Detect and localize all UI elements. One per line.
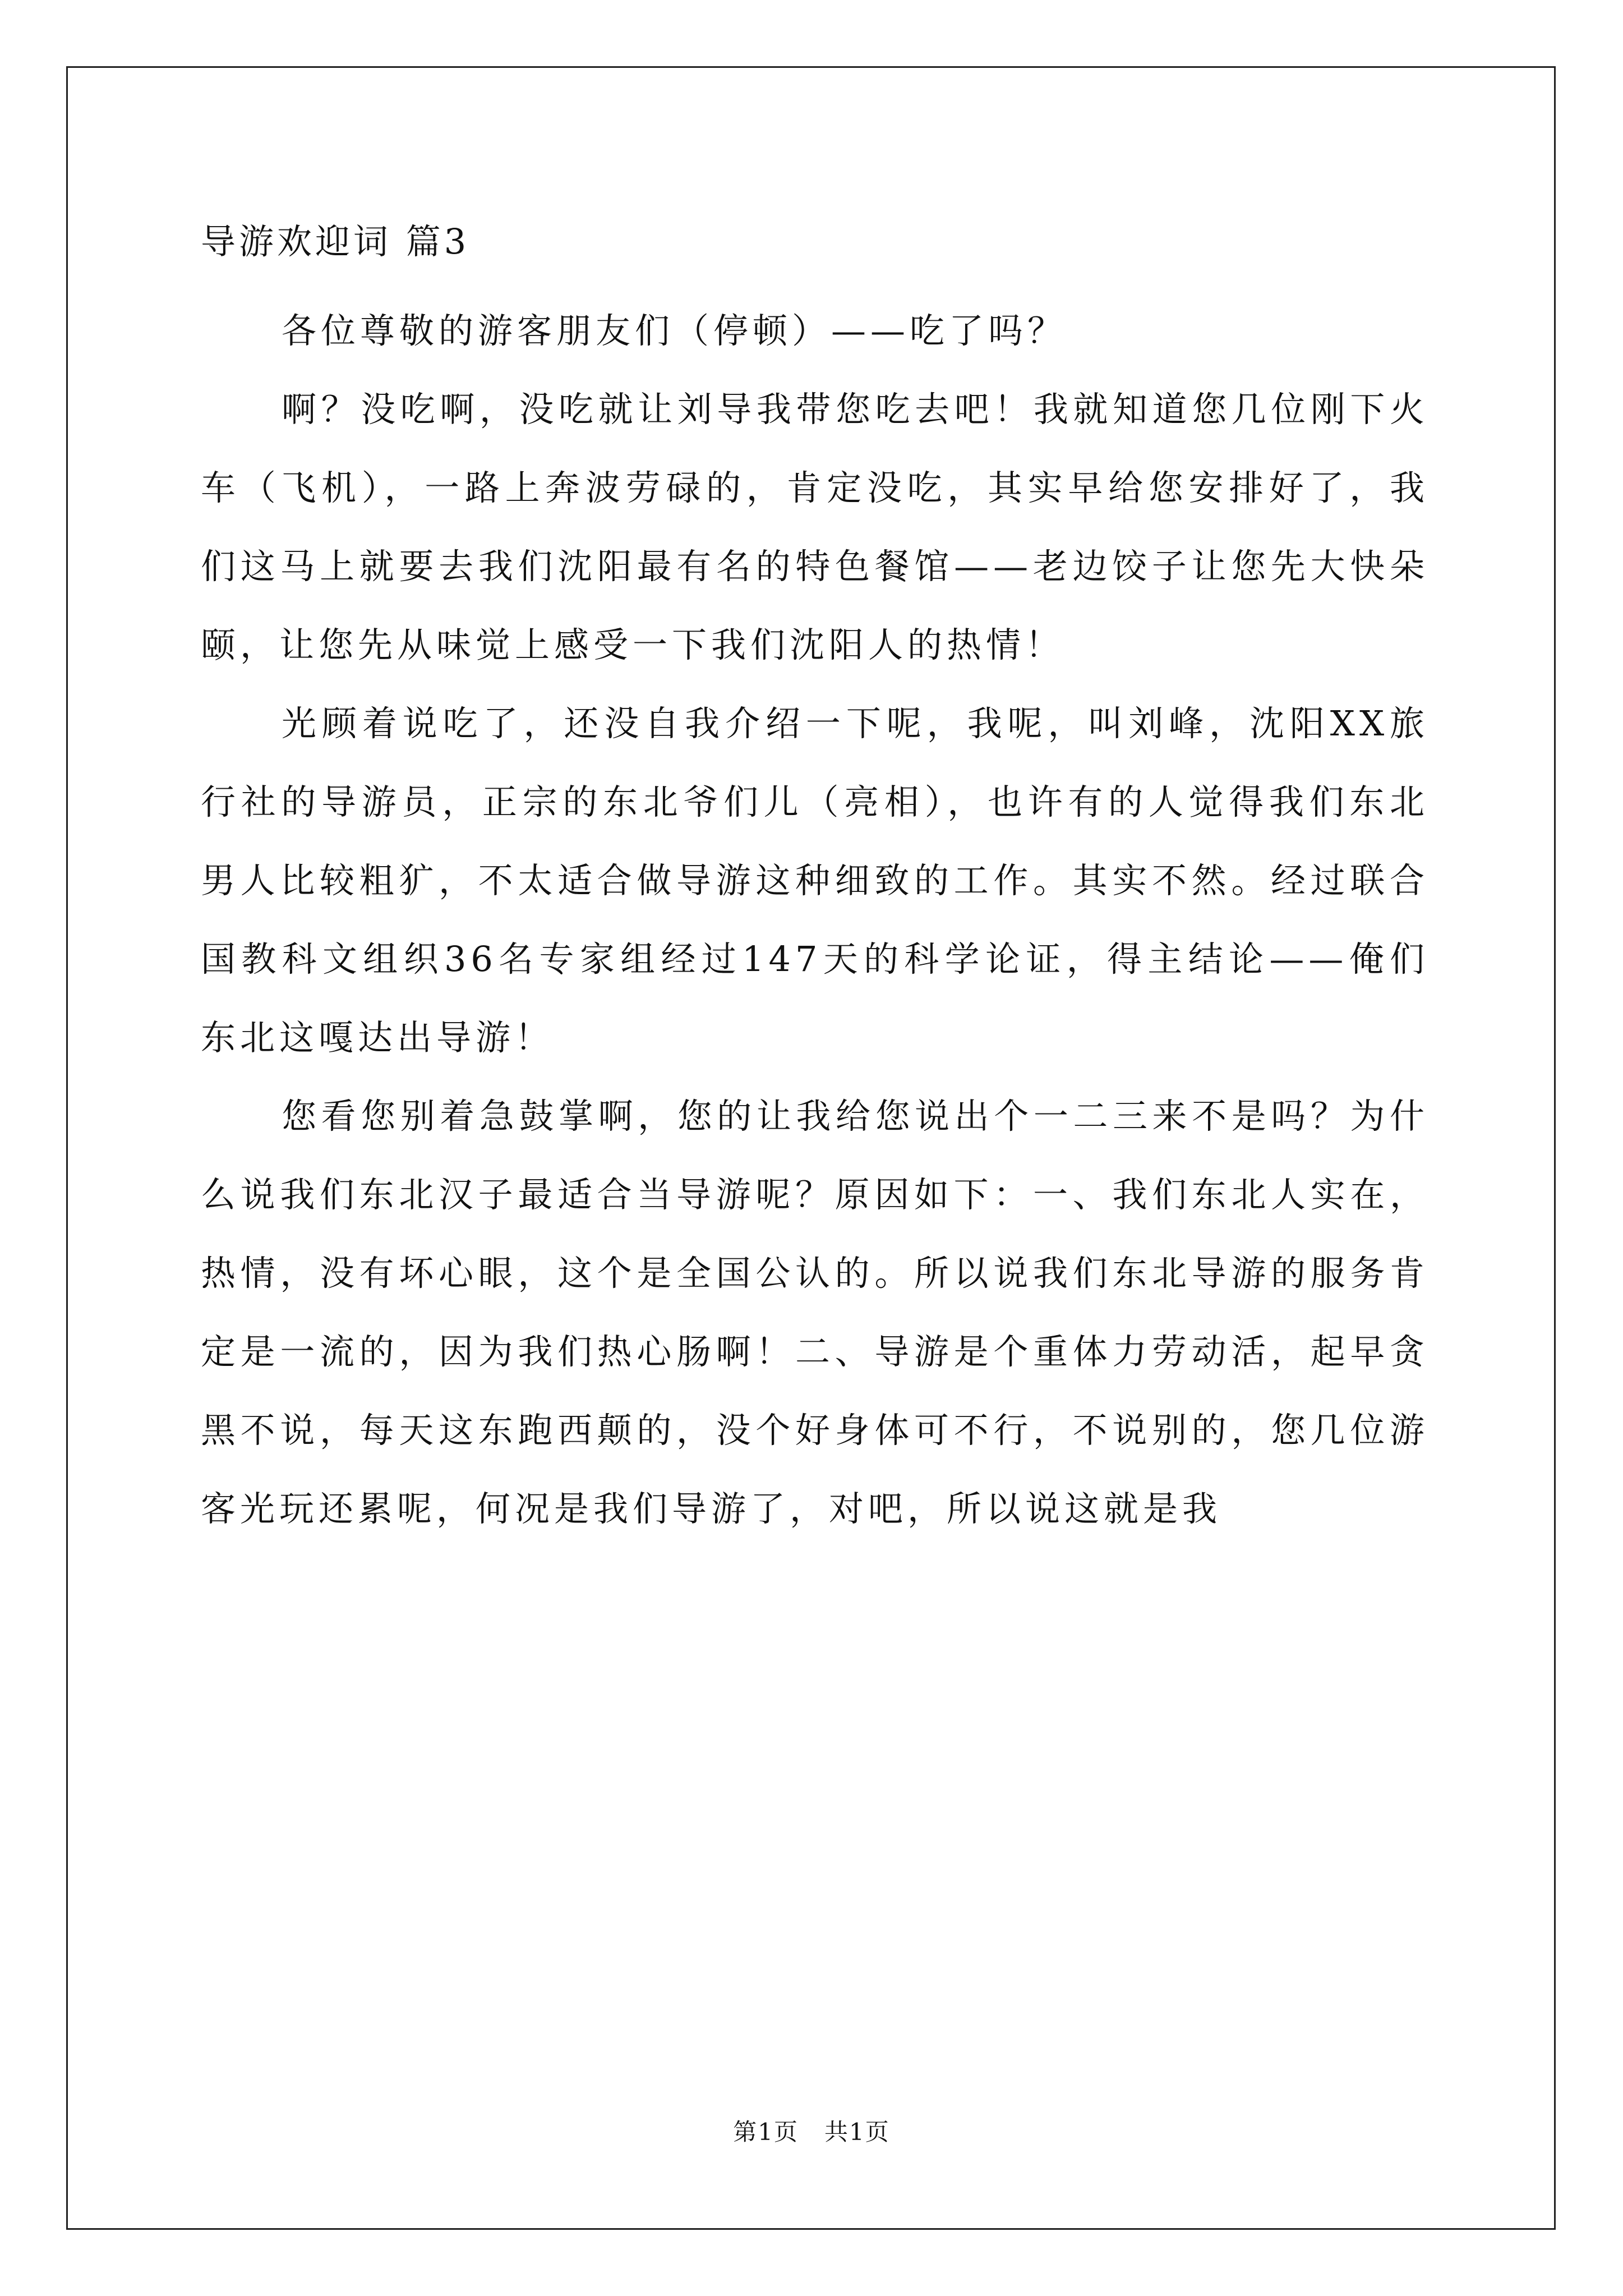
paragraph-greeting: 各位尊敬的游客朋友们（停顿）——吃了吗？ [282,310,1067,351]
document-body [201,213,1429,1548]
paragraph-meal: 啊？没吃啊，没吃就让刘导我带您吃去吧！我就知道您几位刚下火车（飞机），一路上奔波劳碌的，肯定没吃，其实早给您安排好了，我们这马上就要去我们沈阳最有名的特色餐馆——老边饺子让您先大快朵颐，让您先从味觉上感受一下我们沈阳人的热情！ [201,389,1429,665]
page-number-footer: 第1页 共1页 [733,2118,890,2146]
paragraph-introduction: 光顾着说吃了，还没自我介绍一下呢，我呢，叫刘峰，沈阳XX旅行社的导游员，正宗的东北爷们儿（亮相），也许有的人觉得我们东北男人比较粗犷，不太适合做导游这种细致的工作。其实不然。经过联合国教科文组织36名专家组经过147天的科学论证，得主结论——俺们东北这嘎达出导游！ [201,703,1429,1058]
document-title: 导游欢迎词 篇3 [201,221,470,262]
paragraph-reasons: 您看您别着急鼓掌啊，您的让我给您说出个一二三来不是吗？为什么说我们东北汉子最适合当导游呢？原因如下：一、我们东北人实在，热情，没有坏心眼，这个是全国公认的。所以说我们东北导游的服务肯定是一流的，因为我们热心肠啊！二、导游是个重体力劳动活，起早贪黑不说，每天这东跑西颠的，没个好身体可不行，不说别的，您几位游客光玩还累呢，何况是我们导游了，对吧，所以说这就是我 [201,1096,1429,1529]
